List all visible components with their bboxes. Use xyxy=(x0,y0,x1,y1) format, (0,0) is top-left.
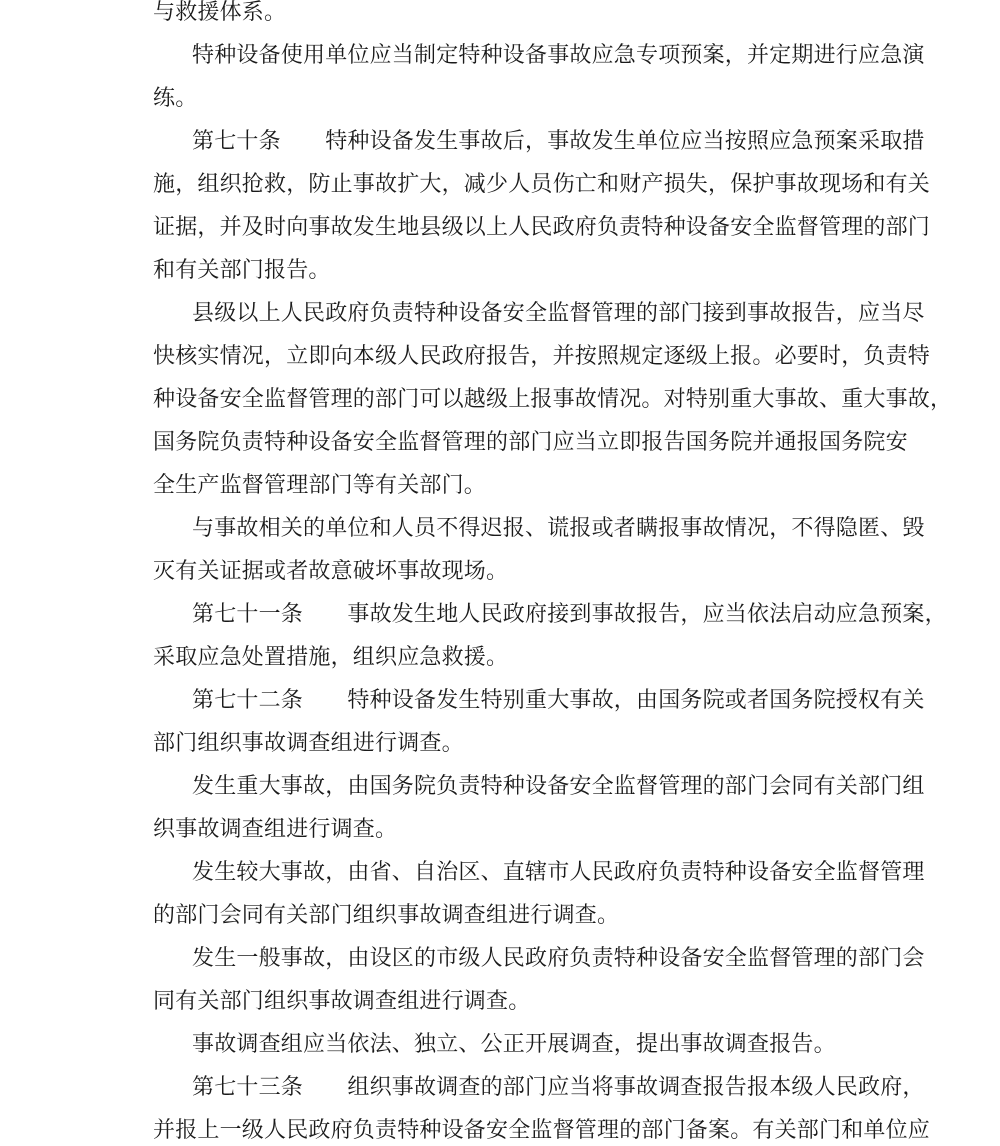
text-line: 与救援体系。 xyxy=(153,0,287,25)
text-line: 与事故相关的单位和人员不得迟报、谎报或者瞒报事故情况，不得隐匿、毁 xyxy=(192,516,925,541)
text-line: 练。 xyxy=(153,86,198,111)
text-line: 部门组织事故调查组进行调查。 xyxy=(153,731,464,756)
text-line: 证据，并及时向事故发生地县级以上人民政府负责特种设备安全监督管理的部门 xyxy=(153,215,931,240)
article-heading-line: 第七十三条 组织事故调查的部门应当将事故调查报告报本级人民政府， xyxy=(192,1075,925,1100)
text-line: 发生一般事故，由设区的市级人民政府负责特种设备安全监督管理的部门会 xyxy=(192,946,925,971)
text-line: 发生较大事故，由省、自治区、直辖市人民政府负责特种设备安全监督管理 xyxy=(192,860,925,885)
article-heading-line: 第七十一条 事故发生地人民政府接到事故报告，应当依法启动应急预案， xyxy=(192,602,947,627)
text-line: 国务院负责特种设备安全监督管理的部门应当立即报告国务院并通报国务院安 xyxy=(153,430,908,455)
text-line: 事故调查组应当依法、独立、公正开展调查，提出事故调查报告。 xyxy=(192,1032,836,1057)
text-line: 采取应急处置措施，组织应急救援。 xyxy=(153,645,509,670)
text-line: 全生产监督管理部门等有关部门。 xyxy=(153,473,487,498)
text-line: 发生重大事故，由国务院负责特种设备安全监督管理的部门会同有关部门组 xyxy=(192,774,925,799)
text-line: 快核实情况，立即向本级人民政府报告，并按照规定逐级上报。必要时，负责特 xyxy=(153,344,931,369)
text-line: 和有关部门报告。 xyxy=(153,258,331,283)
text-line: 的部门会同有关部门组织事故调查组进行调查。 xyxy=(153,903,620,928)
text-line: 并报上一级人民政府负责特种设备安全监督管理的部门备案。有关部门和单位应 xyxy=(153,1118,931,1143)
article-heading-line: 第七十二条 特种设备发生特别重大事故，由国务院或者国务院授权有关 xyxy=(192,688,925,713)
article-heading-line: 第七十条 特种设备发生事故后，事故发生单位应当按照应急预案采取措 xyxy=(192,129,925,154)
text-line: 同有关部门组织事故调查组进行调查。 xyxy=(153,989,531,1014)
text-line: 特种设备使用单位应当制定特种设备事故应急专项预案，并定期进行应急演 xyxy=(192,43,925,68)
text-line: 种设备安全监督管理的部门可以越级上报事故情况。对特别重大事故、重大事故， xyxy=(153,387,953,412)
text-line: 织事故调查组进行调查。 xyxy=(153,817,398,842)
text-line: 施，组织抢救，防止事故扩大，减少人员伤亡和财产损失，保护事故现场和有关 xyxy=(153,172,931,197)
text-line: 灭有关证据或者故意破坏事故现场。 xyxy=(153,559,509,584)
text-line: 县级以上人民政府负责特种设备安全监督管理的部门接到事故报告，应当尽 xyxy=(192,301,925,326)
